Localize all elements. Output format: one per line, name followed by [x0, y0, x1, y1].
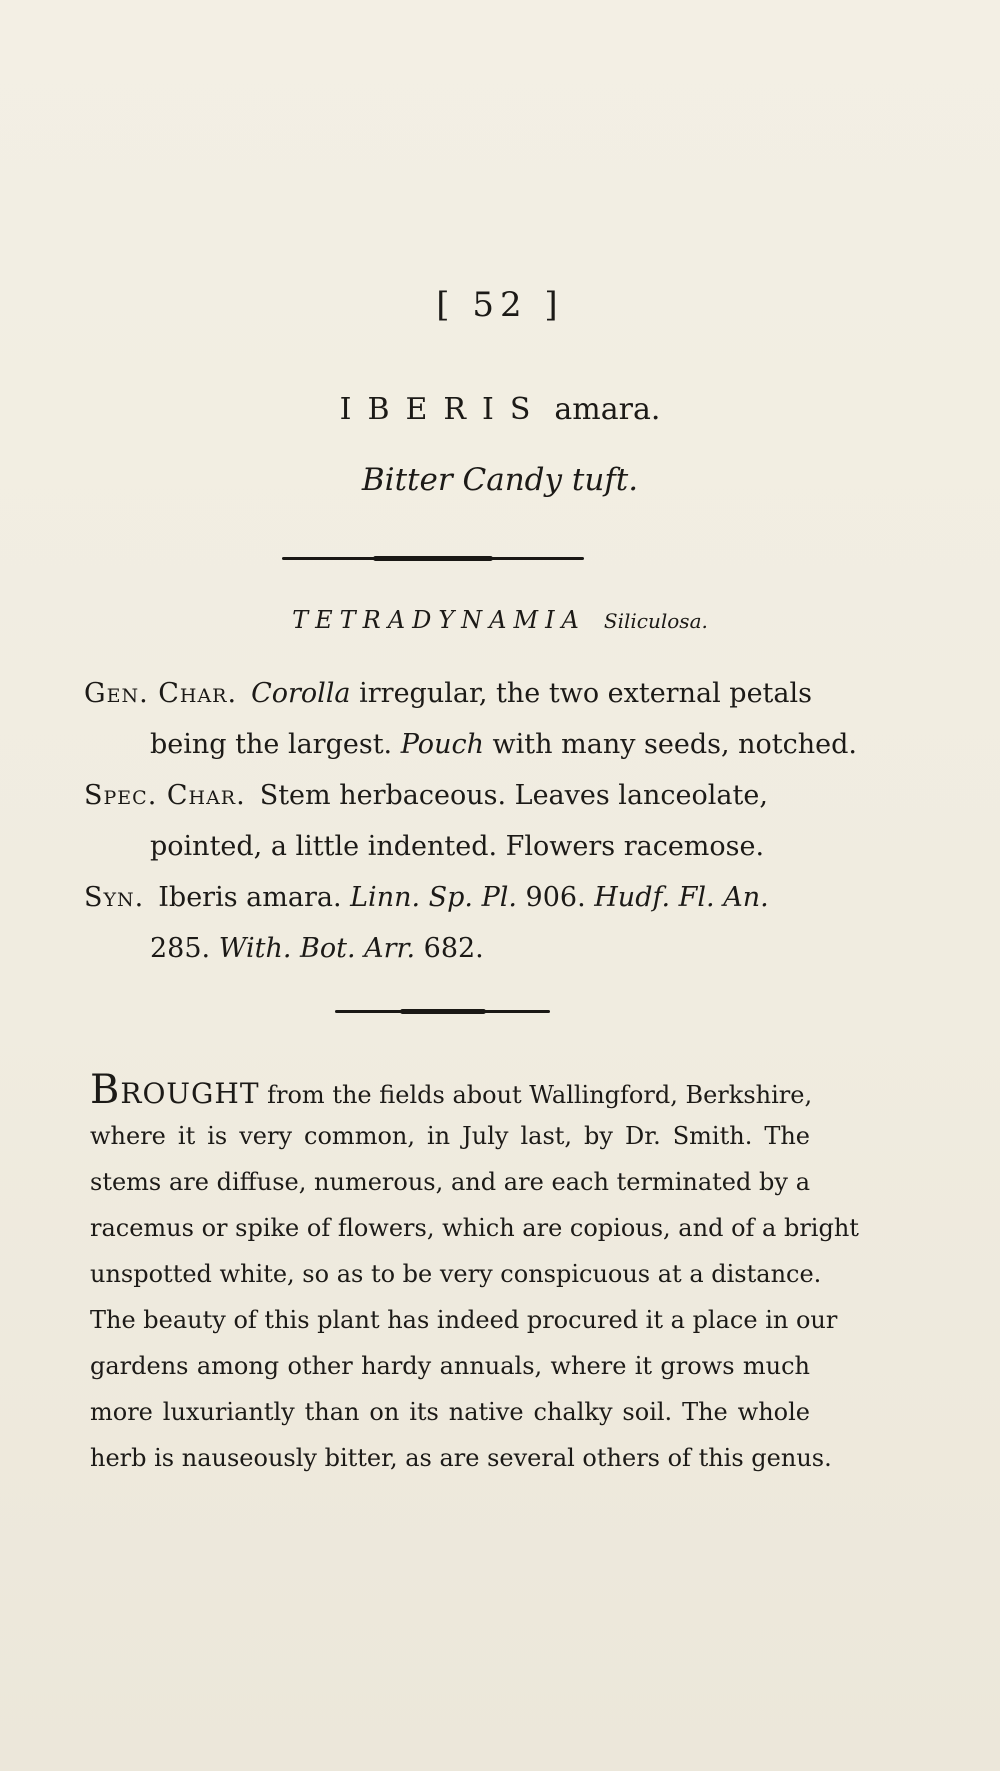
syn-text-2	[150, 933, 484, 964]
text-run: being the largest.	[150, 729, 401, 760]
description-line-8: more luxuriantly than on its native chalky soil. The whole	[90, 1398, 810, 1426]
description-lead-word: Brought	[90, 1067, 260, 1113]
text-run: With. Bot. Arr.	[218, 933, 416, 964]
description-line-6: The beauty of this plant has indeed procured it a place in our	[90, 1306, 838, 1334]
text-run: 682.	[415, 933, 484, 964]
classification-line	[0, 606, 1000, 634]
description-line-1-text: from the fields about Wallingford, Berkshire,	[259, 1081, 813, 1109]
text-run: irregular, the two external petals	[350, 678, 812, 709]
syn-line-2	[150, 933, 926, 964]
text-run: with many seeds, notched.	[483, 729, 858, 760]
description-line-3: stems are diffuse, numerous, and are each terminated by a	[90, 1168, 810, 1196]
spec-char-line-2	[150, 831, 926, 862]
species-title	[0, 392, 1000, 427]
genus-name: IBERIS	[339, 392, 547, 427]
text-run: Hudf. Fl. An.	[594, 882, 769, 913]
gen-char-text-2	[150, 729, 857, 760]
description-line-2: where it is very common, in July last, by Dr. Smith. The	[90, 1122, 810, 1150]
spec-char-text-1	[260, 780, 768, 811]
linnaean-order: Siliculosa.	[603, 609, 708, 633]
page-number: [ 52 ]	[436, 285, 564, 325]
spec-char-line-1	[84, 780, 926, 811]
gen-char-line-2	[150, 729, 926, 760]
description-line-4: racemus or spike of flowers, which are copious, and of a bright	[90, 1214, 859, 1242]
gen-char-line-1	[84, 678, 926, 709]
spec-char-text-2	[150, 831, 764, 862]
text-run: Linn. Sp. Pl.	[350, 882, 517, 913]
text-run: Stem herbaceous. Leaves lanceolate,	[259, 780, 768, 811]
syn-line-1	[84, 882, 926, 913]
description-line-5: unspotted white, so as to be very conspicuous at a distance.	[90, 1260, 822, 1288]
description-line-1	[90, 1067, 813, 1113]
species-name: amara.	[554, 392, 661, 427]
divider-rule-bottom	[335, 1010, 550, 1013]
text-run: pointed, a little indented. Flowers racemose.	[150, 831, 765, 862]
text-run: Iberis amara.	[158, 882, 351, 913]
text-run: Pouch	[400, 729, 484, 760]
syn-label: Syn.	[84, 882, 145, 913]
common-name: Bitter Candy tuft.	[361, 462, 639, 498]
text-run: 285.	[150, 933, 219, 964]
text-run: Corolla	[251, 678, 351, 709]
description-line-9: herb is nauseously bitter, as are several others of this genus.	[90, 1444, 832, 1472]
linnaean-class: TETRADYNAMIA	[292, 606, 586, 634]
spec-char-label: Spec. Char.	[84, 780, 246, 811]
divider-rule-top	[282, 557, 584, 560]
syn-text-1	[158, 882, 768, 913]
text-run: 906.	[516, 882, 595, 913]
description-line-7: gardens among other hardy annuals, where it grows much	[90, 1352, 810, 1380]
gen-char-text-1	[251, 678, 812, 709]
gen-char-label: Gen. Char.	[84, 678, 238, 709]
